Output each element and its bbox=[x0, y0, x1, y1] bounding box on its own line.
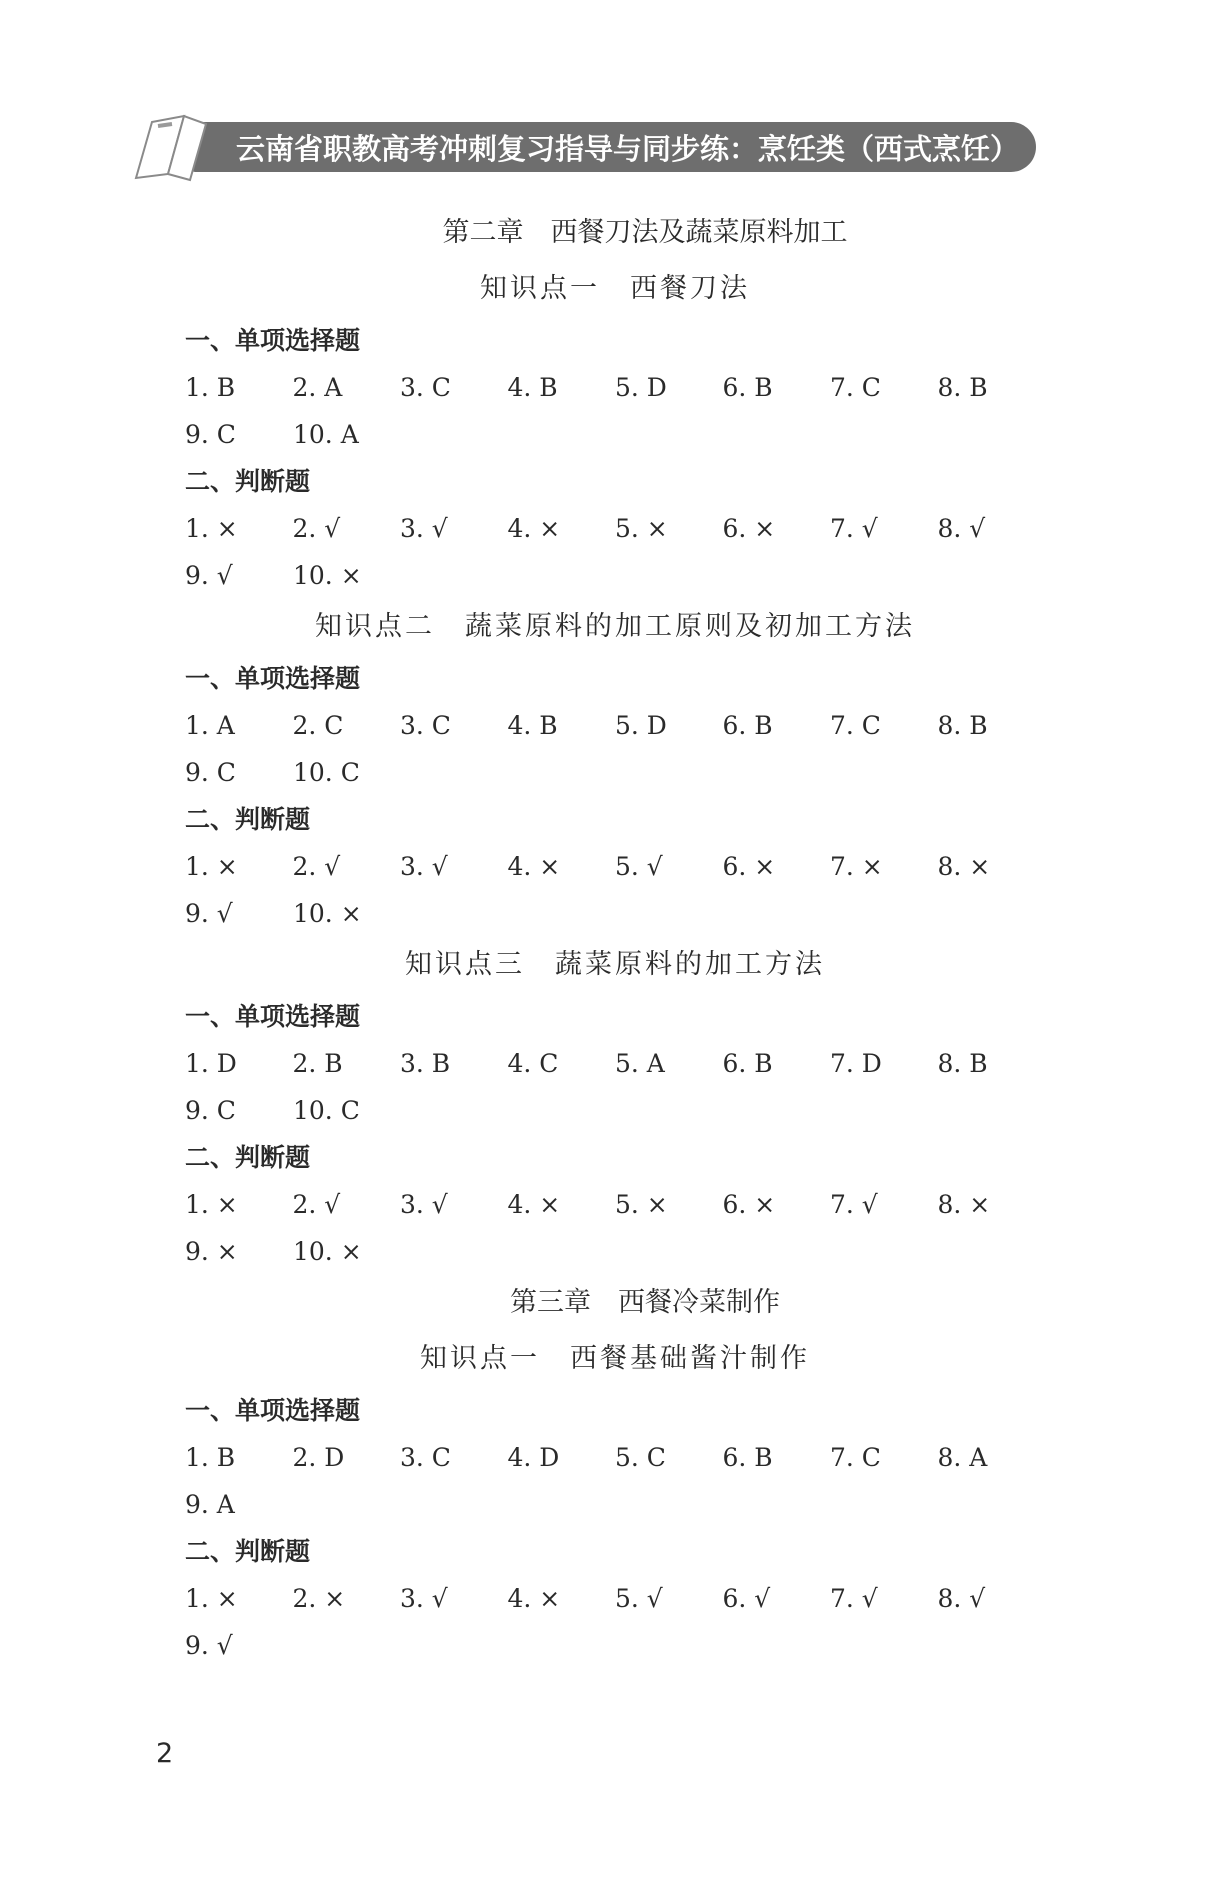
answer-item: 4. B bbox=[507, 373, 558, 402]
answer-item: 5. D bbox=[615, 373, 667, 402]
chapter-title: 第二章 西餐刀法及蔬菜原料加工 bbox=[442, 217, 848, 248]
answer-item: 4. × bbox=[507, 1584, 561, 1613]
answer-item: 2. B bbox=[292, 1049, 343, 1078]
answer-row bbox=[185, 505, 1045, 552]
answer-item: 10. × bbox=[293, 561, 362, 590]
knowledge-point-title: 知识点一 西餐刀法 bbox=[480, 273, 750, 304]
answer-item: 8. √ bbox=[937, 514, 986, 543]
answer-item: 3. √ bbox=[400, 514, 448, 543]
answer-item: 9. A bbox=[185, 1490, 235, 1519]
answer-item: 4. × bbox=[507, 1190, 561, 1219]
answer-item: 6. B bbox=[722, 373, 773, 402]
answer-item: 7. C bbox=[830, 711, 881, 740]
answer-item: 7. × bbox=[830, 852, 883, 881]
answer-row bbox=[185, 552, 1045, 599]
answer-row bbox=[185, 1481, 1045, 1528]
answer-item: 5. A bbox=[615, 1049, 665, 1078]
answer-item: 7. C bbox=[830, 373, 881, 402]
answer-item: 9. √ bbox=[185, 1631, 233, 1660]
answer-item: 4. × bbox=[507, 852, 561, 881]
answer-item: 10. C bbox=[293, 1096, 360, 1125]
section-heading: 一、单项选择题 bbox=[185, 326, 361, 355]
answer-row bbox=[185, 364, 1045, 411]
answer-item: 6. √ bbox=[722, 1584, 771, 1613]
answer-item: 8. B bbox=[937, 1049, 988, 1078]
answer-row bbox=[185, 1434, 1045, 1481]
knowledge-point-title: 知识点二 蔬菜原料的加工原则及初加工方法 bbox=[315, 611, 915, 642]
answer-item: 3. √ bbox=[400, 852, 448, 881]
section-heading: 二、判断题 bbox=[185, 805, 311, 834]
answer-item: 9. C bbox=[185, 1096, 236, 1125]
answer-item: 7. √ bbox=[830, 1190, 878, 1219]
answer-item: 9. √ bbox=[185, 899, 233, 928]
answer-item: 6. × bbox=[722, 514, 776, 543]
answer-item: 3. √ bbox=[400, 1190, 448, 1219]
answer-item: 2. √ bbox=[292, 852, 341, 881]
section-heading: 二、判断题 bbox=[185, 1537, 311, 1566]
answer-item: 3. C bbox=[400, 711, 451, 740]
answer-row bbox=[185, 1575, 1045, 1622]
answer-item: 5. D bbox=[615, 711, 667, 740]
section-heading: 一、单项选择题 bbox=[185, 1002, 361, 1031]
knowledge-point-title: 知识点一 西餐基础酱汁制作 bbox=[420, 1343, 810, 1374]
answer-item: 4. C bbox=[507, 1049, 559, 1078]
answer-item: 2. A bbox=[292, 373, 343, 402]
answer-item: 7. D bbox=[830, 1049, 882, 1078]
answer-row bbox=[185, 1040, 1045, 1087]
answer-item: 9. C bbox=[185, 758, 236, 787]
answer-item: 4. B bbox=[507, 711, 558, 740]
section-heading: 一、单项选择题 bbox=[185, 664, 361, 693]
answer-item: 8. × bbox=[937, 1190, 991, 1219]
answer-item: 4. D bbox=[507, 1443, 560, 1472]
book-logo-icon bbox=[128, 108, 214, 186]
answer-item: 2. D bbox=[292, 1443, 345, 1472]
answer-item: 6. B bbox=[722, 1443, 773, 1472]
answer-item: 6. × bbox=[722, 852, 776, 881]
answer-item: 10. C bbox=[293, 758, 360, 787]
answer-item: 1. × bbox=[185, 514, 238, 543]
answer-item: 1. × bbox=[185, 852, 238, 881]
answer-item: 3. B bbox=[400, 1049, 451, 1078]
answer-item: 2. √ bbox=[292, 514, 341, 543]
section-heading: 一、单项选择题 bbox=[185, 1396, 361, 1425]
chapter-title: 第三章 西餐冷菜制作 bbox=[510, 1287, 780, 1318]
answer-item: 3. √ bbox=[400, 1584, 448, 1613]
answer-row bbox=[185, 1181, 1045, 1228]
answer-item: 1. D bbox=[185, 1049, 237, 1078]
answer-item: 6. B bbox=[722, 1049, 773, 1078]
answer-row bbox=[185, 749, 1045, 796]
knowledge-point-title: 知识点三 蔬菜原料的加工方法 bbox=[405, 949, 825, 980]
answer-row bbox=[185, 1622, 1045, 1669]
answer-row bbox=[185, 1228, 1045, 1275]
section-heading: 二、判断题 bbox=[185, 467, 311, 496]
answer-item: 7. C bbox=[830, 1443, 881, 1472]
answer-item: 5. × bbox=[615, 514, 668, 543]
answer-item: 2. √ bbox=[292, 1190, 341, 1219]
answer-item: 10. × bbox=[293, 1237, 362, 1266]
answer-item: 9. × bbox=[185, 1237, 238, 1266]
answer-item: 8. × bbox=[937, 852, 991, 881]
answer-item: 1. × bbox=[185, 1190, 238, 1219]
answer-content bbox=[185, 205, 1045, 1669]
answer-row bbox=[185, 890, 1045, 937]
answer-item: 1. A bbox=[185, 711, 235, 740]
answer-item: 10. × bbox=[293, 899, 362, 928]
answer-item: 7. √ bbox=[830, 1584, 878, 1613]
answer-item: 6. × bbox=[722, 1190, 776, 1219]
answer-item: 5. × bbox=[615, 1190, 668, 1219]
answer-item: 6. B bbox=[722, 711, 773, 740]
answer-row bbox=[185, 843, 1045, 890]
answer-item: 5. √ bbox=[615, 852, 663, 881]
answer-item: 1. × bbox=[185, 1584, 238, 1613]
header-title: 云南省职教高考冲刺复习指导与同步练：烹饪类（西式烹饪） bbox=[236, 132, 1020, 166]
answer-item: 10. A bbox=[293, 420, 359, 449]
answer-item: 5. C bbox=[615, 1443, 666, 1472]
answer-item: 8. √ bbox=[937, 1584, 986, 1613]
answer-item: 3. C bbox=[400, 1443, 451, 1472]
answer-item: 7. √ bbox=[830, 514, 878, 543]
answer-item: 1. B bbox=[185, 373, 236, 402]
answer-item: 8. B bbox=[937, 711, 988, 740]
answer-item: 9. √ bbox=[185, 561, 233, 590]
answer-item: 1. B bbox=[185, 1443, 236, 1472]
answer-row bbox=[185, 702, 1045, 749]
answer-item: 3. C bbox=[400, 373, 451, 402]
answer-row bbox=[185, 1087, 1045, 1134]
section-heading: 二、判断题 bbox=[185, 1143, 311, 1172]
answer-item: 2. × bbox=[292, 1584, 346, 1613]
answer-item: 8. A bbox=[937, 1443, 988, 1472]
answer-item: 4. × bbox=[507, 514, 561, 543]
answer-row bbox=[185, 411, 1045, 458]
answer-item: 2. C bbox=[292, 711, 344, 740]
page-number: 2 bbox=[156, 1738, 174, 1769]
answer-item: 5. √ bbox=[615, 1584, 663, 1613]
answer-item: 8. B bbox=[937, 373, 988, 402]
answer-item: 9. C bbox=[185, 420, 236, 449]
